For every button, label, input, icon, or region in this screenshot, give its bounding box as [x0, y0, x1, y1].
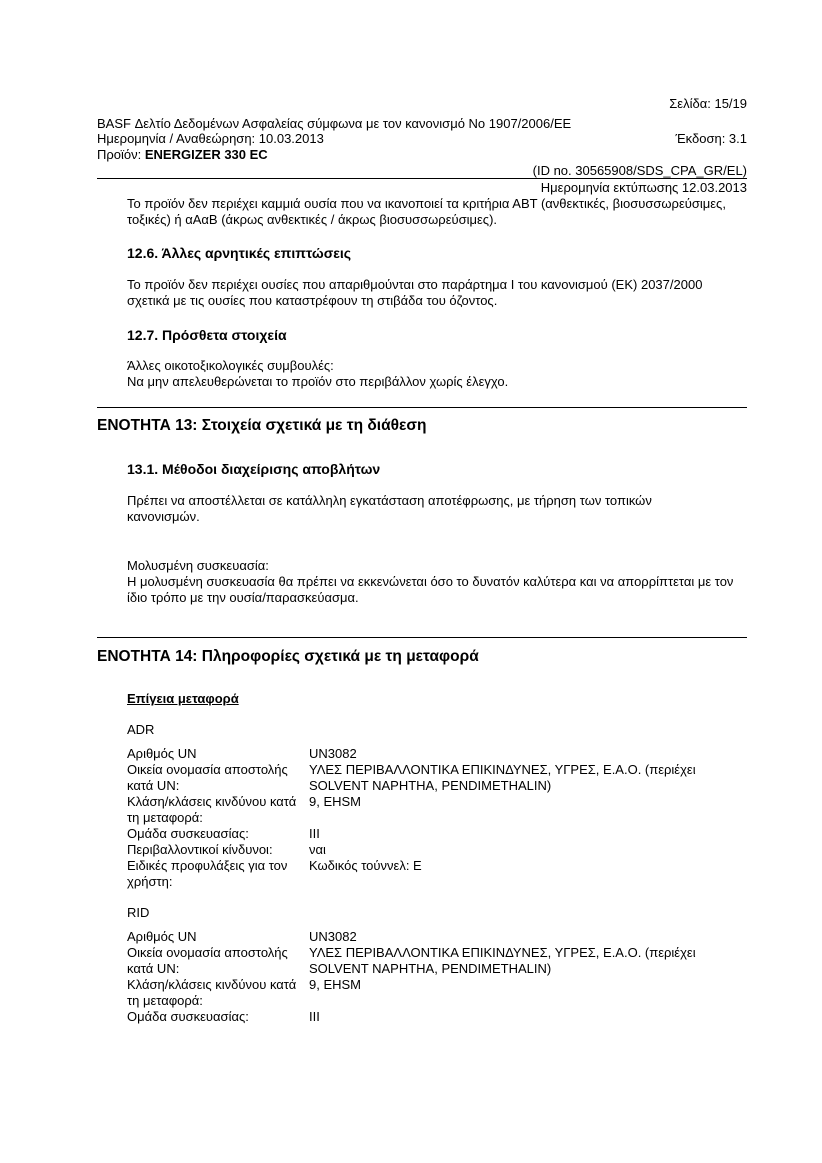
contaminated-packaging-label: Μολυσμένη συσκευασία: — [127, 558, 269, 573]
rid-label: RID — [127, 905, 150, 920]
land-transport-heading: Επίγεια μεταφορά — [127, 691, 239, 706]
row-value: ναι — [309, 842, 326, 857]
table-row — [127, 826, 747, 842]
table-row — [127, 1009, 747, 1025]
row-key: Αριθμός UN — [127, 746, 197, 761]
row-key: Κλάση/κλάσεις κινδύνου κατά τη μεταφορά: — [127, 977, 297, 1008]
eco-advice-text: Να μην απελευθερώνεται το προϊόν στο περιβάλλον χωρίς έλεγχο. — [127, 374, 509, 389]
product-line — [97, 147, 268, 163]
version-label: Έκδοση: 3.1 — [675, 131, 747, 146]
row-value: Κωδικός τούννελ: E — [309, 858, 422, 873]
row-key: Κλάση/κλάσεις κινδύνου κατά τη μεταφορά: — [127, 794, 297, 825]
document-title: BASF Δελτίο Δεδομένων Ασφαλείας σύμφωνα με τον κανονισμό Νο 1907/2006/ΕΕ — [97, 116, 572, 131]
row-key: Οικεία ονομασία αποστολής κατά UN: — [127, 945, 288, 976]
product-label: Προϊόν: — [97, 147, 145, 162]
table-row — [127, 746, 747, 762]
table-row — [127, 858, 747, 890]
waste-disposal-text: Πρέπει να αποστέλλεται σε κατάλληλη εγκατάσταση αποτέφρωσης, με τήρηση των τοπικών κανονισμών. — [127, 493, 652, 524]
row-key: Αριθμός UN — [127, 929, 197, 944]
row-key: Ομάδα συσκευασίας: — [127, 1009, 249, 1024]
print-date: Ημερομηνία εκτύπωσης 12.03.2013 — [540, 180, 747, 195]
section-13-divider — [97, 407, 747, 408]
row-value: III — [309, 1009, 320, 1024]
row-key: Ομάδα συσκευασίας: — [127, 826, 249, 841]
table-row — [127, 929, 747, 945]
row-value: 9, EHSM — [309, 794, 362, 809]
section-14-heading: ΕΝΟΤΗΤΑ 14: Πληροφορίες σχετικά με τη μεταφορά — [97, 648, 479, 665]
row-value: ΥΛΕΣ ΠΕΡΙΒΑΛΛΟΝΤΙΚΑ ΕΠΙΚΙΝΔΥΝΕΣ, ΥΓΡΕΣ, Ε.Α.Ο. (περιέχει SOLVENT NAPHTHA, PENDIMETHALIN) — [309, 945, 696, 976]
row-value: ΥΛΕΣ ΠΕΡΙΒΑΛΛΟΝΤΙΚΑ ΕΠΙΚΙΝΔΥΝΕΣ, ΥΓΡΕΣ, Ε.Α.Ο. (περιέχει SOLVENT NAPHTHA, PENDIMETHALIN) — [309, 762, 696, 793]
section-13-1-heading: 13.1. Μέθοδοι διαχείρισης αποβλήτων — [127, 461, 381, 477]
section-13-heading: ΕΝΟΤΗΤΑ 13: Στοιχεία σχετικά με τη διάθεση — [97, 417, 427, 434]
table-row — [127, 945, 747, 977]
row-value: III — [309, 826, 320, 841]
section-12-6-heading: 12.6. Άλλες αρνητικές επιπτώσεις — [127, 245, 352, 261]
rid-table — [127, 929, 747, 1025]
document-id: (ID no. 30565908/SDS_CPA_GR/EL) — [532, 163, 747, 178]
contaminated-packaging-text: Η μολυσμένη συσκευασία θα πρέπει να εκκενώνεται όσο το δυνατόν καλύτερα και να απορρίπτεται με τον ίδιο τρόπο με την ουσία/παρασκεύασμα. — [127, 574, 734, 605]
adr-label: ADR — [127, 722, 155, 737]
row-key: Ειδικές προφυλάξεις για τον χρήστη: — [127, 858, 288, 889]
table-row — [127, 842, 747, 858]
revision-date: Ημερομηνία / Αναθεώρηση: 10.03.2013 — [97, 131, 324, 146]
product-name: ENERGIZER 330 EC — [144, 147, 268, 162]
row-value: 9, EHSM — [309, 977, 362, 992]
table-row — [127, 977, 747, 1009]
table-row — [127, 794, 747, 826]
table-row — [127, 762, 747, 794]
eco-advice-label: Άλλες οικοτοξικολογικές συμβουλές: — [127, 358, 334, 373]
row-key: Οικεία ονομασία αποστολής κατά UN: — [127, 762, 288, 793]
header-divider — [97, 178, 747, 179]
section-12-7-heading: 12.7. Πρόσθετα στοιχεία — [127, 327, 287, 343]
section-14-divider — [97, 637, 747, 638]
row-value: UN3082 — [309, 929, 357, 944]
pbt-statement: Το προϊόν δεν περιέχει καμμιά ουσία που να ικανοποιεί τα κριτήρια ΑΒΤ (ανθεκτικές, βιοσυσσωρεύσιμες, τοξικές) ή αΑαΒ (άκρως ανθεκτικές / άκρως βιοσυσσωρεύσιμες). — [127, 196, 726, 227]
section-12-6-text: Το προϊόν δεν περιέχει ουσίες που απαριθμούνται στο παράρτημα Ι του κανονισμού (ΕΚ) 2037/2000 σχετικά με τις ουσίες που καταστρέφουν τη στιβάδα του όζοντος. — [127, 277, 703, 308]
adr-table — [127, 746, 747, 890]
page-number: Σελίδα: 15/19 — [669, 96, 747, 111]
row-key: Περιβαλλοντικοί κίνδυνοι: — [127, 842, 273, 857]
row-value: UN3082 — [309, 746, 357, 761]
